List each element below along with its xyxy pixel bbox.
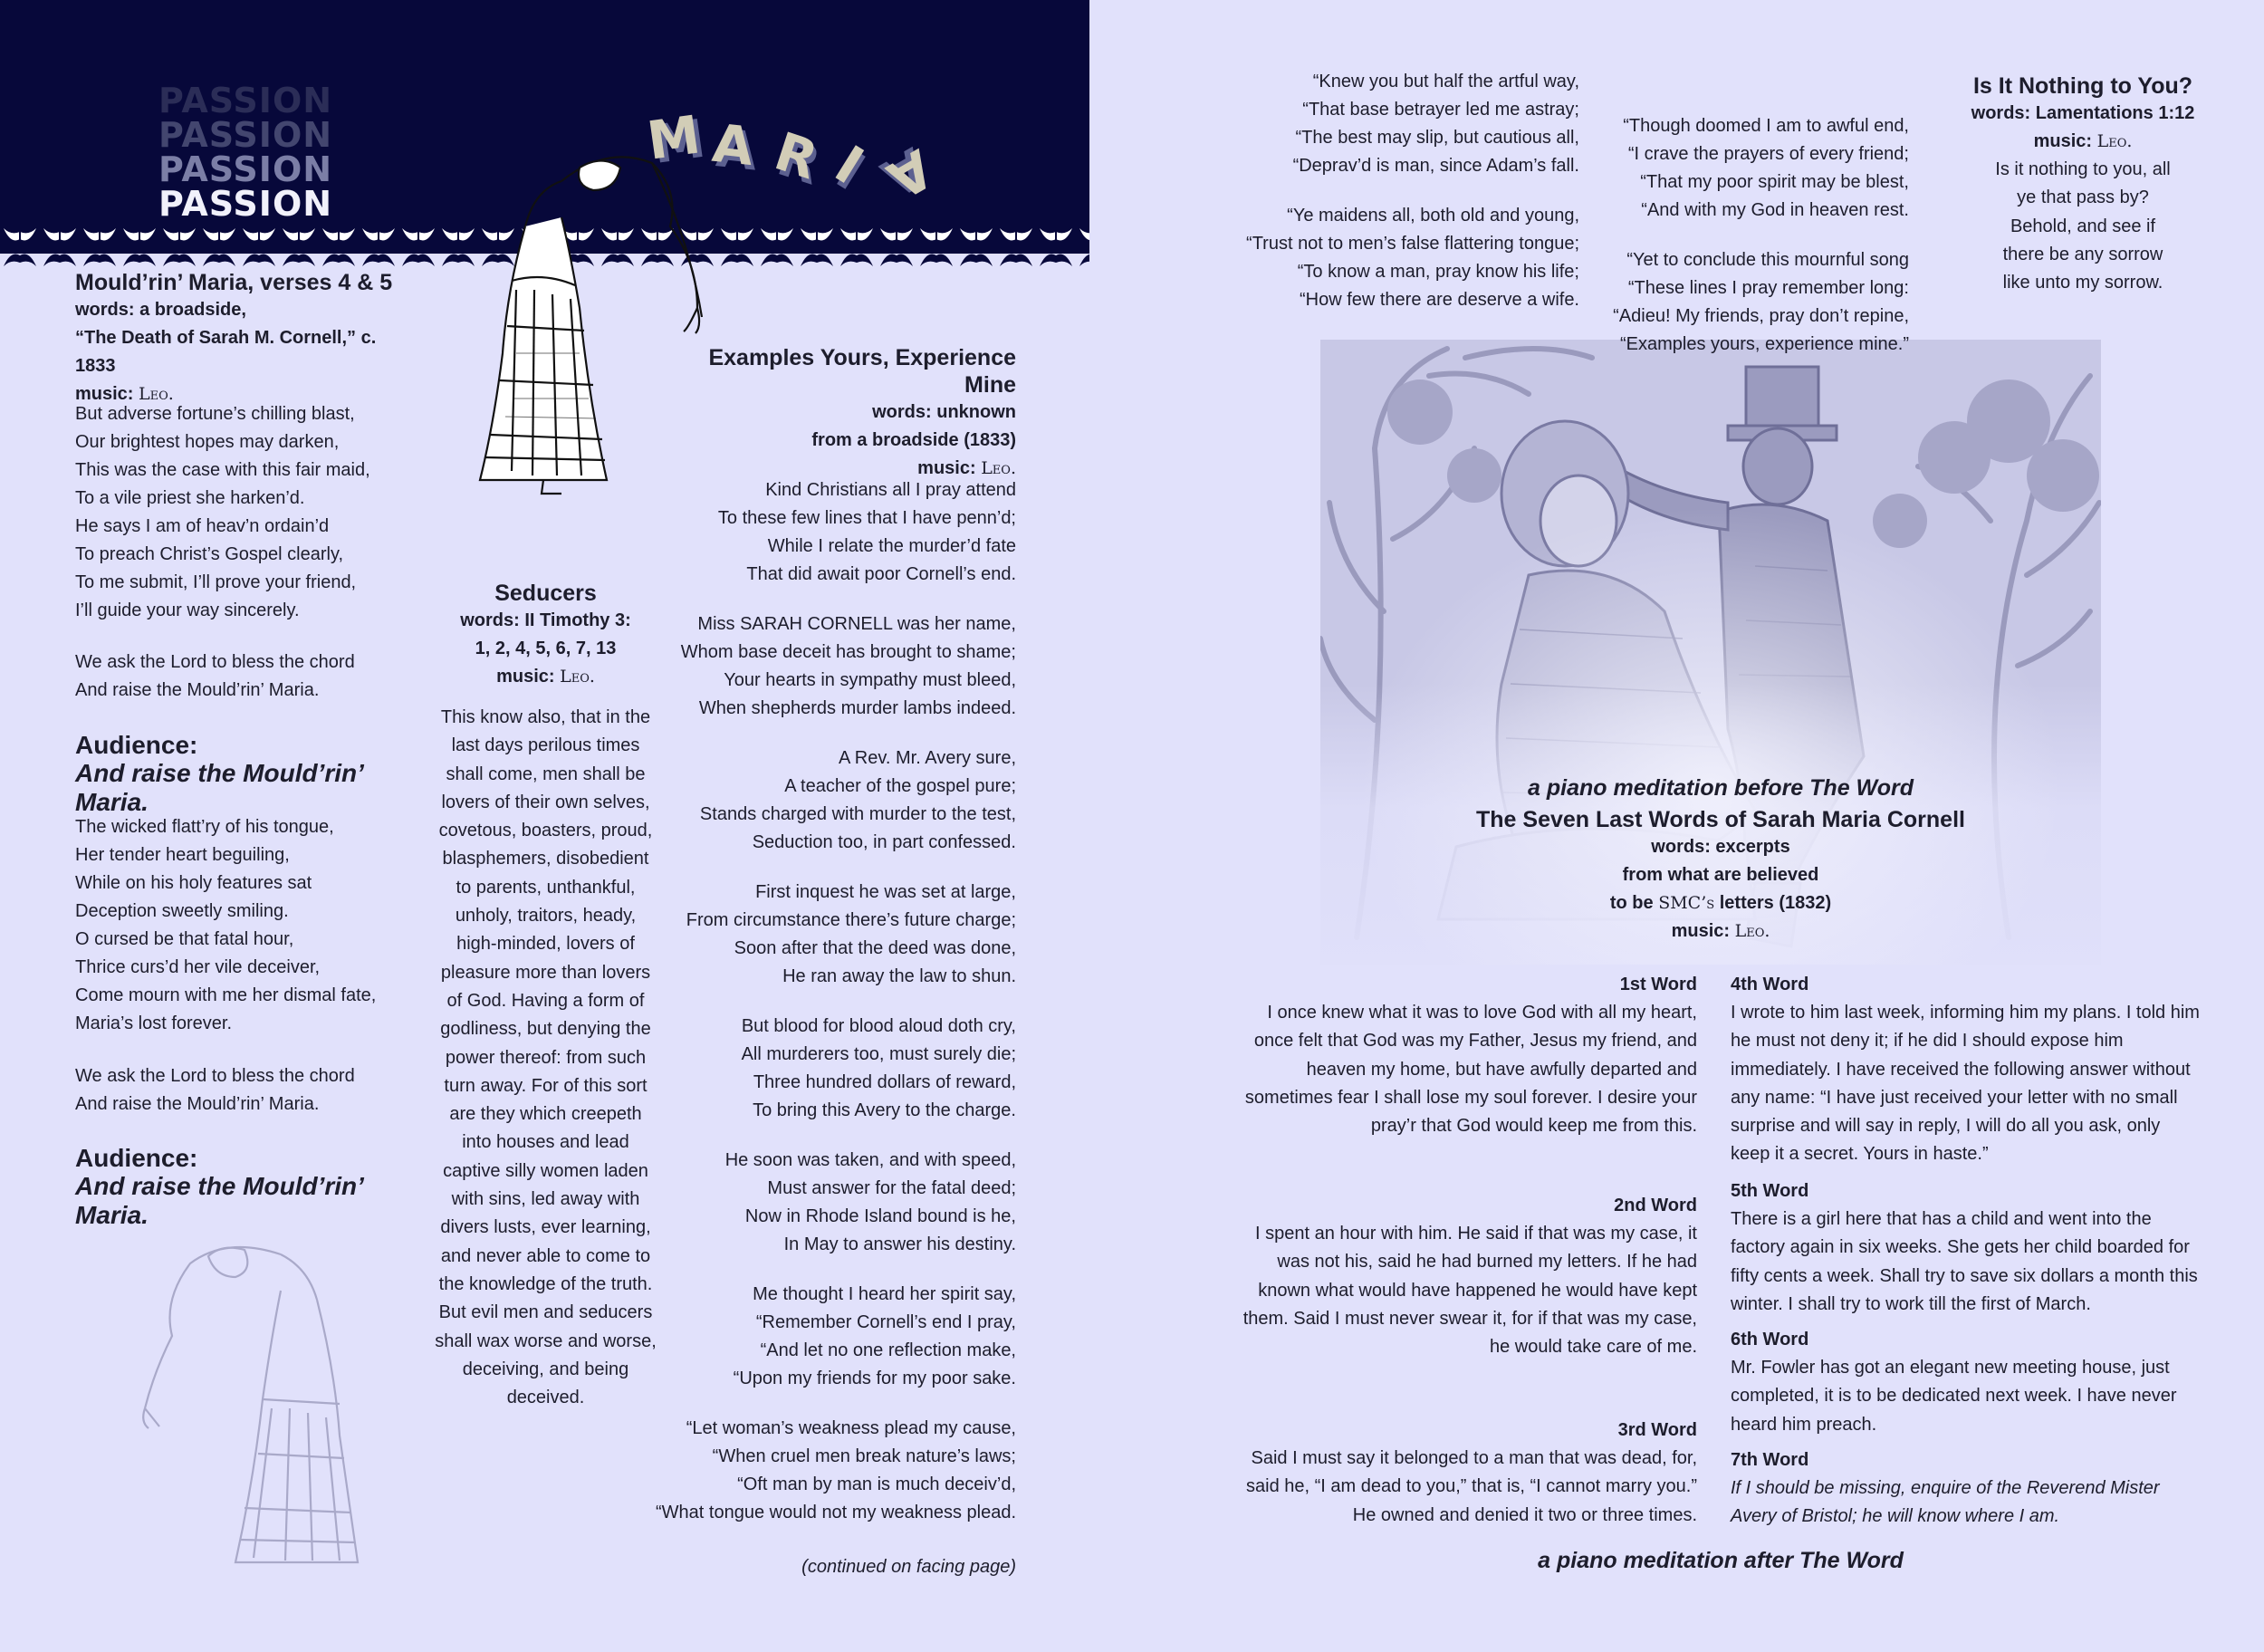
examples-stanza: He soon was taken, and with speed, Must answer for the fatal deed; Now in Rhode Island bound is he, In May to answer his destiny.	[724, 1150, 1016, 1254]
seven-words-header	[1358, 774, 2083, 946]
piano-meditation-before: a piano meditation before The Word	[1528, 775, 1914, 801]
examples-stanza: Me thought I heard her spirit say, “Remember Cornell’s end I pray, “And let no one reflection make, “Upon my friends for my poor sake.	[733, 1284, 1016, 1388]
word-title: 6th Word	[1731, 1330, 1809, 1349]
maria-letter: M	[643, 103, 705, 172]
nothing-text: Is it nothing to you, all ye that pass by? Behold, and see if there be any sorrow like unto my sorrow.	[1995, 159, 2171, 293]
audience-response	[75, 1145, 437, 1230]
examples-stanza: But blood for blood aloud doth cry, All murderers too, must surely die; Three hundred dollars of reward, To bring this Avery to the charge.	[741, 1016, 1016, 1120]
passion-stack	[158, 81, 376, 224]
word-title: 1st Word	[1619, 975, 1697, 994]
word-title: 2nd Word	[1614, 1196, 1697, 1215]
examples-stanzas	[652, 476, 1016, 1549]
examples-stanza: “Knew you but half the artful way, “That base betrayer led me astray; “The best may slip, but cautious all, “Deprav’d is man, since Adam’s fall.	[1292, 72, 1579, 176]
audience-response	[75, 732, 437, 817]
mouldrin-chorus: We ask the Lord to bless the chord And raise the Mould’rin’ Maria.	[75, 652, 355, 700]
word-text: If I should be missing, enquire of the Reverend Mister Avery of Bristol; he will know where I am.	[1731, 1478, 2160, 1527]
examples-stanza: First inquest he was set at large, From circumstance there’s future charge; Soon after that the deed was done, He ran away the law to shun.	[686, 882, 1016, 986]
maria-letter: A	[878, 137, 944, 211]
mouldrin-verse-4: But adverse fortune’s chilling blast, Our brightest hopes may darken, This was the case with this fair maid, To a vile priest she harken’d. He says I am of heav’n ordain’d To preach Christ’s Gospel clearly, To me submit, I’ll prove your friend, I’ll guide your way sincerely.	[75, 404, 370, 620]
word-text: There is a girl here that has a child and went into the factory again in six weeks. She gets her child boarded for fifty cents a week. Shall try to save six dollars a month this winter. I shall try to work till the first of March.	[1731, 1209, 2198, 1314]
music-name: Leo.	[2096, 131, 2133, 151]
word-title: 4th Word	[1731, 975, 1809, 994]
seven-words-title: The Seven Last Words of Sarah Maria Cornell	[1476, 807, 1965, 832]
word-text: I once knew what it was to love God with all my heart, once felt that God was my Father, Jesus my friend, and heaven my home, but have awfully departed and sometimes fear I shall lose my soul forever. I desire your pray’r that God would keep me from this.	[1244, 1003, 1697, 1137]
audience-line: And raise the Mould’rin’ Maria.	[75, 759, 363, 816]
seducers-words-label: words: II Timothy 3:	[460, 610, 631, 630]
seven-words-line2: from what are believed	[1622, 865, 1819, 885]
word-title: 7th Word	[1731, 1450, 1809, 1470]
word-1	[1242, 971, 1697, 1140]
word-text: Mr. Fowler has got an elegant new meeting house, just completed, it is to be dedicated next week. I have never heard him preach.	[1731, 1358, 2177, 1435]
word-7	[1731, 1446, 2203, 1532]
music-label: music:	[1671, 921, 1731, 941]
examples-stanza: “Though doomed I am to awful end, “I crave the prayers of every friend; “That my poor spirit may be blest, “And with my God in heaven rest.	[1623, 116, 1909, 220]
music-name: Leo.	[560, 667, 595, 687]
word-2	[1242, 1192, 1697, 1361]
music-label: music:	[496, 667, 555, 687]
nothing-title: Is It Nothing to You?	[1972, 73, 2193, 99]
smc-abbrev: SMC’s	[1658, 893, 1715, 913]
passion-word: PASSION	[158, 81, 333, 120]
music-name: Leo.	[981, 458, 1016, 478]
seven-words-line3	[1358, 889, 2083, 917]
mouldrin-section	[75, 269, 419, 408]
piano-meditation-after: a piano meditation after The Word	[1538, 1548, 1904, 1573]
seducers-verses: 1, 2, 4, 5, 6, 7, 13	[475, 639, 617, 658]
word-title: 5th Word	[1731, 1181, 1809, 1201]
music-name: Leo.	[139, 384, 174, 404]
maria-letter: A	[709, 111, 757, 178]
passion-word: PASSION	[158, 115, 333, 155]
audience-line: And raise the Mould’rin’ Maria.	[75, 1172, 363, 1229]
examples-title: Examples Yours, Experience Mine	[708, 345, 1016, 398]
word-5	[1731, 1177, 2203, 1319]
words-line3a: to be	[1609, 893, 1654, 913]
examples-continued-col2	[1540, 112, 1909, 380]
nothing-music	[1961, 128, 2205, 156]
music-label: music:	[917, 458, 976, 478]
maria-letter: R	[767, 120, 826, 192]
seven-words-label: words: excerpts	[1651, 837, 1790, 857]
music-label: music:	[75, 384, 134, 404]
word-6	[1731, 1326, 2203, 1439]
mouldrin-source: “The Death of Sarah M. Cornell,” c. 1833	[75, 328, 377, 376]
word-4	[1731, 971, 2203, 1169]
music-label: music:	[2033, 131, 2093, 151]
word-text: I wrote to him last week, informing him my plans. I told him he must not deny it; if he did I should expose him immediately. I have received the following answer without any name: “I have just received your letter with no small surprise and will say in reply, I will do all you ask, only keep it a secret. Yours in haste.”	[1731, 1003, 2200, 1165]
seven-words-music	[1358, 917, 2083, 946]
audience-label: Audience:	[75, 1144, 198, 1172]
nothing-words-label: words: Lamentations 1:12	[1971, 103, 2195, 123]
faint-hanging-woman-illustration	[136, 1227, 371, 1571]
nothing-section	[1961, 72, 2205, 297]
maria-letter: I	[824, 133, 874, 197]
examples-stanza: Kind Christians all I pray attend To these few lines that I have penn’d; While I relate the murder’d fate That did await poor Cornell’s end.	[717, 480, 1016, 584]
words-line3b: letters (1832)	[1719, 893, 1832, 913]
word-text: I spent an hour with him. He said if that was my case, it was not his, said he had burned my letters. If he had known what would have happened he would have kept them. Said I must never swear it, for if that was my case, he would take care of me.	[1242, 1224, 1697, 1358]
seducers-section	[435, 580, 657, 691]
audience-label: Audience:	[75, 731, 198, 759]
examples-stanza: “Let woman’s weakness plead my cause, “When cruel men break nature’s laws; “Oft man by man is much deceiv’d, “What tongue would not my weakness plead.	[656, 1418, 1016, 1522]
seducers-title: Seducers	[494, 581, 597, 606]
word-title: 3rd Word	[1617, 1420, 1697, 1440]
passion-word: PASSION	[158, 149, 333, 189]
mouldrin-words-label: words: a broadside,	[75, 300, 246, 320]
seducers-text: This know also, that in the last days perilous times shall come, men shall be lovers of their own selves, covetous, boasters, proud, blasphemers, disobedient to parents, unthankful, unholy, traitors, heady, high-minded, lovers of pleasure more than lovers of God. Having a form of godliness, but denying the power thereof: from such turn away. For of this sort are they which creepeth into houses and lead captive silly women laden with sins, led away with divers lusts, ever learning, and never able to come to the knowledge of the truth. But evil men and seducers shall wax worse and worse, deceiving, and being deceived.	[435, 707, 657, 1408]
mouldrin-verse-5: The wicked flatt’ry of his tongue, Her tender heart beguiling, While on his holy features sat Deception sweetly smiling. O cursed be that fatal hour, Thrice curs’d her vile deceiver, Come mourn with me her dismal fate, Maria’s lost forever.	[75, 817, 377, 1033]
examples-stanza: “Yet to conclude this mournful song “These lines I pray remember long: “Adieu! My friends, pray don’t repine, “Examples yours, experience mine.”	[1613, 250, 1909, 354]
examples-continued-col1	[1177, 68, 1579, 336]
word-text: Said I must say it belonged to a man that was dead, for, said he, “I am dead to you,” that is, “I cannot marry you.” He owned and denied it two or three times.	[1246, 1448, 1697, 1525]
examples-stanza: A Rev. Mr. Avery sure, A teacher of the gospel pure; Stands charged with murder to the test, Seduction too, in part confessed.	[699, 748, 1016, 852]
continued-note: (continued on facing page)	[801, 1557, 1016, 1577]
examples-section	[652, 344, 1016, 483]
examples-stanza: “Ye maidens all, both old and young, “Trust not to men’s false flattering tongue; “To know a man, pray know his life; “How few there are deserve a wife.	[1246, 206, 1579, 310]
examples-words-label: words: unknown	[872, 402, 1016, 422]
passion-word: PASSION	[158, 184, 333, 224]
word-3	[1242, 1417, 1697, 1530]
music-name: Leo.	[1734, 921, 1770, 941]
mouldrin-title: Mould’rin’ Maria, verses 4 & 5	[75, 270, 393, 295]
seducers-music	[435, 663, 657, 691]
examples-source: from a broadside (1833)	[811, 430, 1016, 450]
examples-stanza: Miss SARAH CORNELL was her name, Whom base deceit has brought to shame; Your hearts in sympathy must bleed, When shepherds murder lambs indeed.	[680, 614, 1016, 718]
mouldrin-chorus: We ask the Lord to bless the chord And raise the Mould’rin’ Maria.	[75, 1066, 355, 1114]
